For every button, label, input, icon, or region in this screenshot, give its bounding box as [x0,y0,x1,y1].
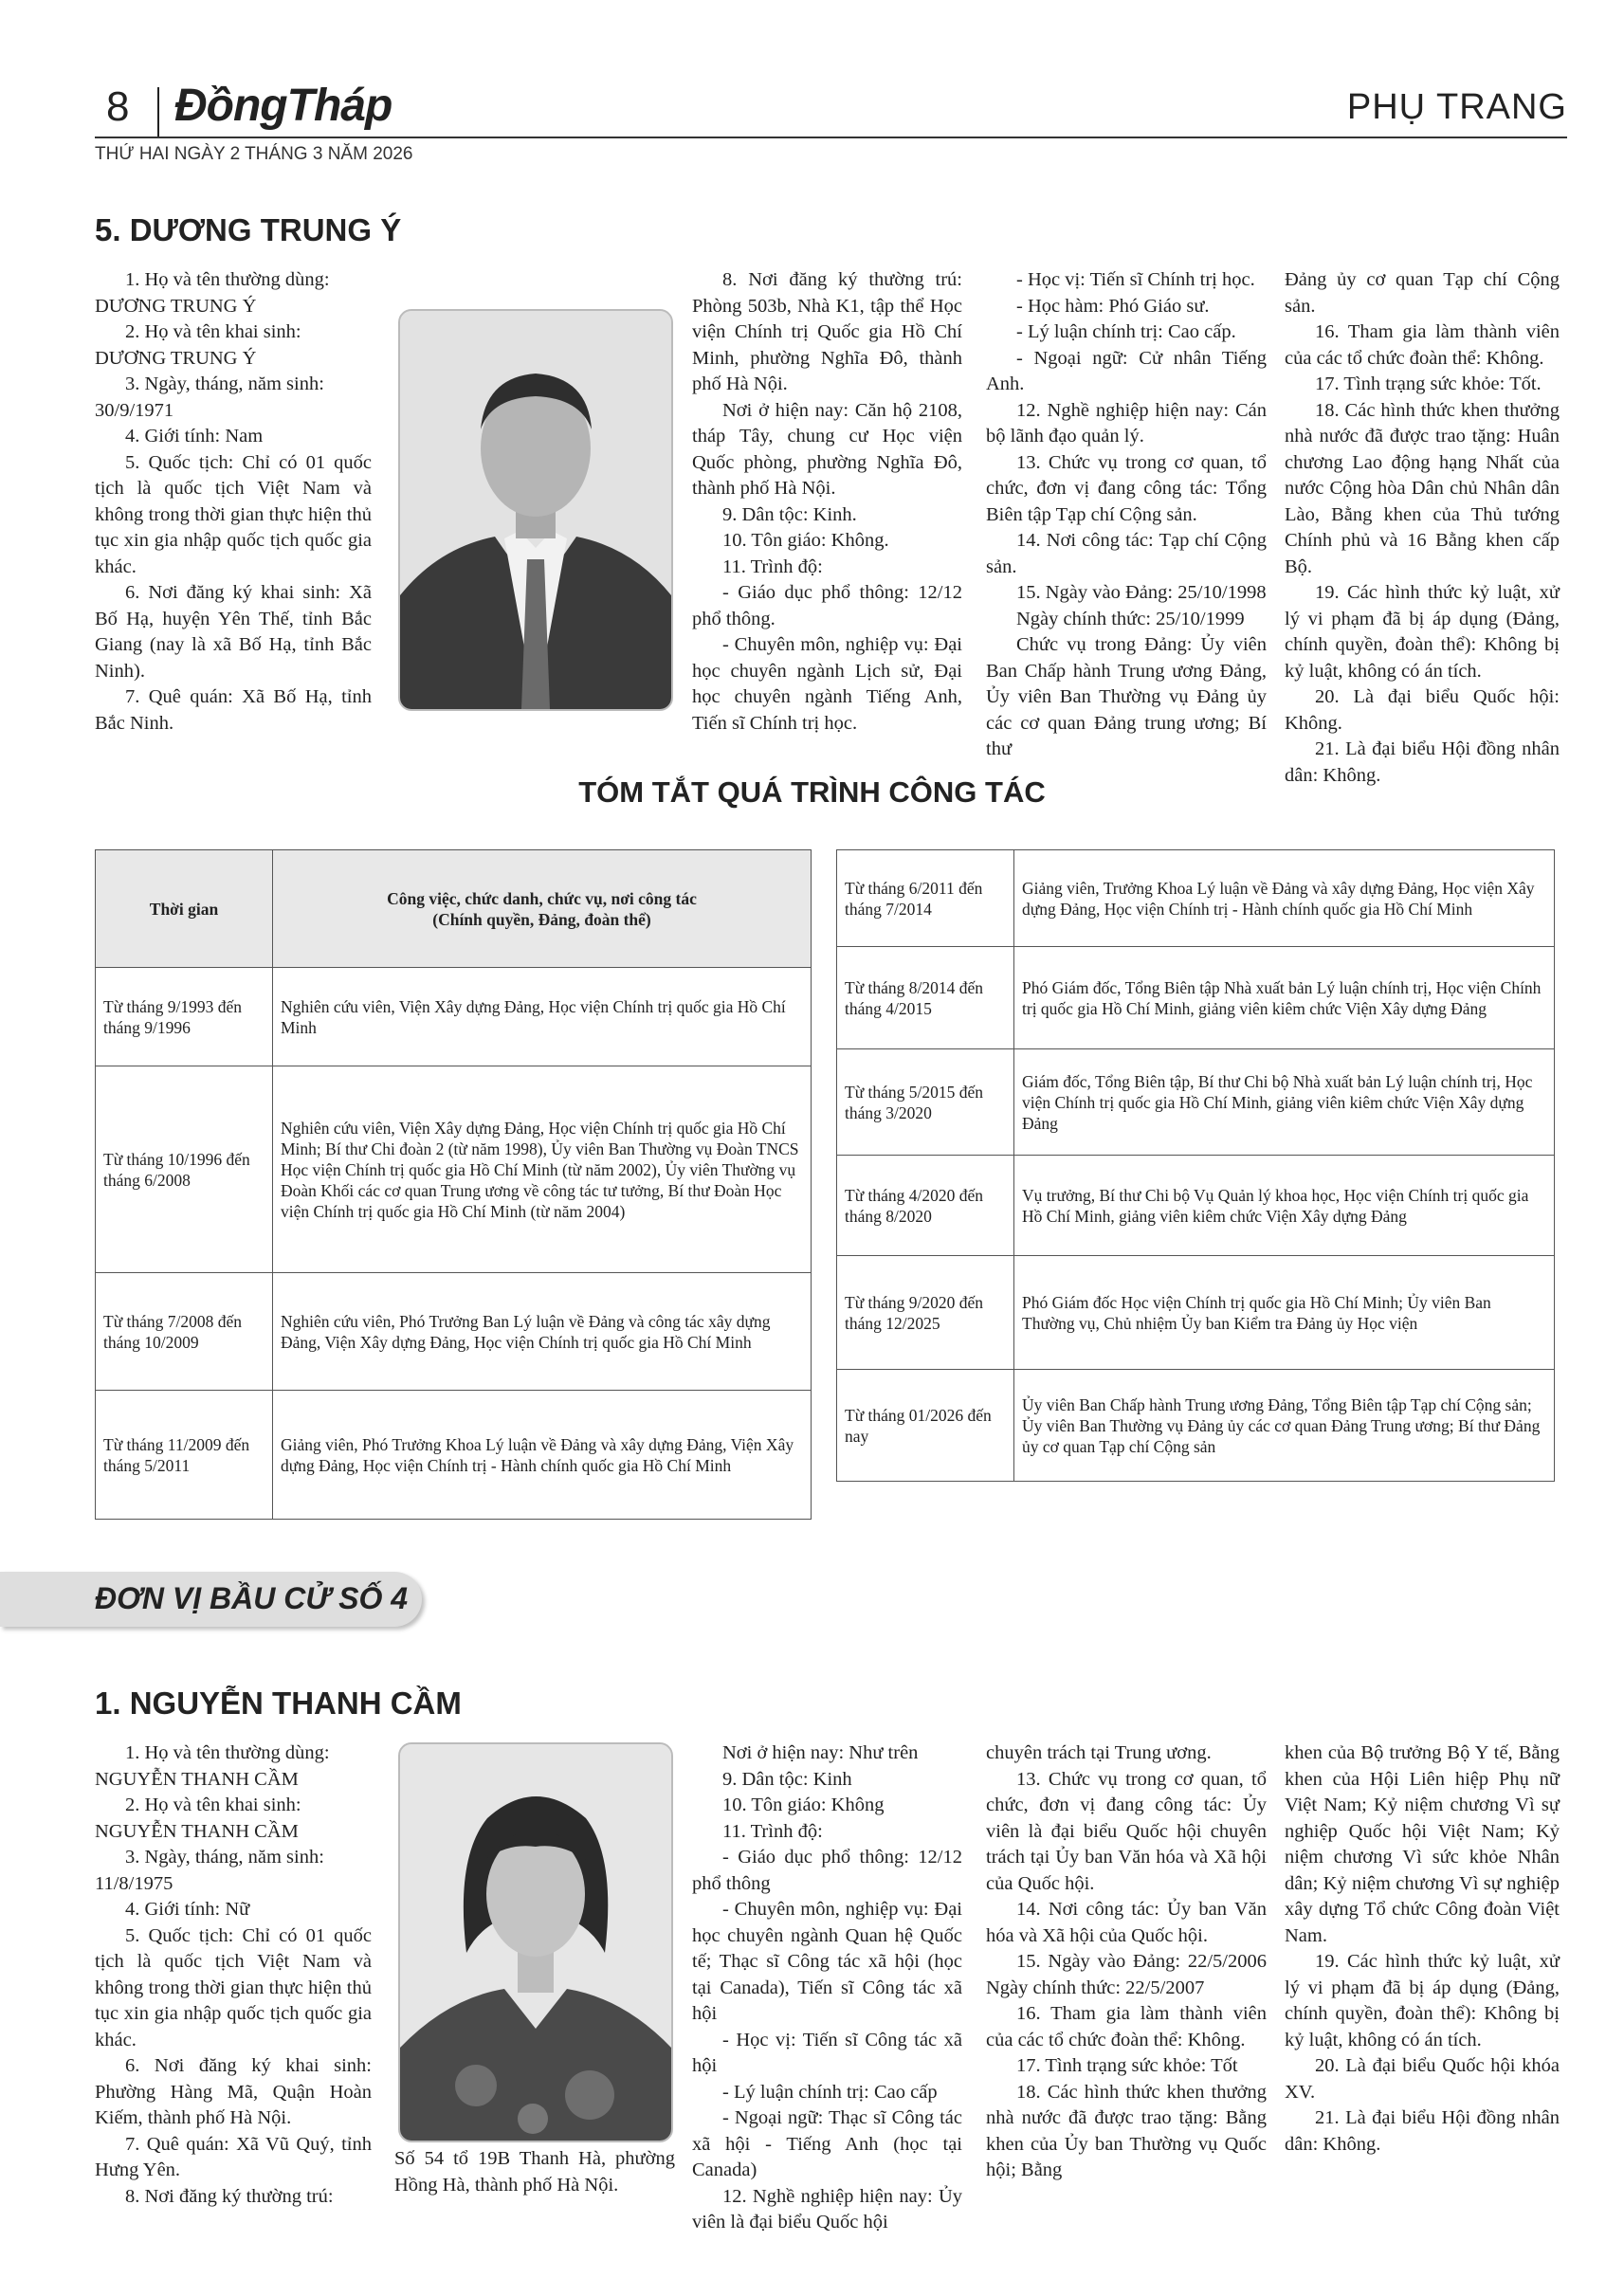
row-time: Từ tháng 10/1996 đến tháng 6/2008 [96,1066,273,1273]
bio-line: 12. Nghề nghiệp hiện nay: Cán bộ lãnh đạo quản lý. [986,399,1267,446]
bio-line: - Chuyên môn, nghiệp vụ: Đại học chuyên ngành Lịch sử, Đại học chuyên ngành Tiếng Anh, Tiến sĩ Chính trị học. [692,634,962,734]
bio-line: 11. Trình độ: [722,1820,823,1842]
table-row [96,1391,812,1520]
header-rule [95,137,1567,138]
bio-line: 14. Nơi công tác: Ủy ban Văn hóa và Xã hội của Quốc hội. [986,1899,1267,1946]
bio-line: Ngày chính thức: 25/10/1999 [1016,608,1245,629]
bio-line: 15. Ngày vào Đảng: 25/10/1998 [1016,582,1267,603]
bio-line: 11/8/1975 [95,1872,173,1894]
row-time: Từ tháng 6/2011 đến tháng 7/2014 [837,850,1014,947]
row-time: Từ tháng 9/2020 đến tháng 12/2025 [837,1256,1014,1370]
bio-line: Chức vụ trong Đảng: Ủy viên Ban Chấp hành Trung ương Đảng, Ủy viên Ban Thường vụ Đảng ủy các cơ quan Đảng trung ương; Bí thư [986,634,1267,759]
table-row [837,1370,1555,1482]
bio-line: 20. Là đại biểu Quốc hội khóa XV. [1285,2055,1560,2103]
bio-line: 3. Ngày, tháng, năm sinh: [125,374,324,394]
bio-line: 2. Họ và tên khai sinh: [125,1795,301,1815]
row-job: Giảng viên, Trưởng Khoa Lý luận về Đảng và xây dựng Đảng, Học viện Xây dựng Đảng, Học viện Chính trị - Hành chính quốc gia Hồ Chí Minh [1014,850,1555,947]
bio-line: 18. Các hình thức khen thưởng nhà nước đã được trao tặng: Bằng khen của Ủy ban Thường vụ Quốc hội; Bằng [986,2081,1267,2180]
bio-line: 1. Họ và tên thường dùng: [125,1742,330,1763]
issue-date: THỨ HAI NGÀY 2 THÁNG 3 NĂM 2026 [95,144,413,164]
bio-line: 13. Chức vụ trong cơ quan, tổ chức, đơn vị đang công tác: Tổng Biên tập Tạp chí Cộng sản. [986,451,1267,525]
header-time: Thời gian [96,850,273,968]
work-table-left [95,849,812,1520]
newspaper-logo[interactable]: ĐồngTháp [174,81,392,131]
row-job: Ủy viên Ban Chấp hành Trung ương Đảng, Tổng Biên tập Tạp chí Cộng sản; Ủy viên Ban Thường vụ Đảng ủy các cơ quan Đảng Trung ương; Bí thư Đảng ủy cơ quan Tạp chí Cộng sản [1014,1370,1555,1482]
bio-line: khen của Bộ trưởng Bộ Y tế, Bằng khen của Hội Liên hiệp Phụ nữ Việt Nam; Kỷ niệm chương Vì sự nghiệp Quốc hội Việt Nam; Kỷ niệm chương Vì sức khỏe Nhân dân; Kỷ niệm chương Vì sự nghiệp xây dựng Tổ chức Công đoàn Việt Nam. [1285,1742,1560,1946]
bio-line: 19. Các hình thức kỷ luật, xử lý vi phạm đã bị áp dụng (Đảng, chính quyền, đoàn thể): Không bị kỷ luật, không có án tích. [1285,582,1560,682]
bio-line: - Học hàm: Phó Giáo sư. [1016,295,1210,317]
bio-line: 15. Ngày vào Đảng: 22/5/2006 Ngày chính thức: 22/5/2007 [986,1951,1267,1998]
row-time: Từ tháng 5/2015 đến tháng 3/2020 [837,1049,1014,1156]
header-job-sublabel: (Chính quyền, Đảng, đoàn thể) [432,909,651,929]
candidate-title: 5. DƯƠNG TRUNG Ý [95,212,402,247]
bio-line: 12. Nghề nghiệp hiện nay: Ủy viên là đại biểu Quốc hội [692,2185,962,2232]
bio-line: 11. Trình độ: [722,556,823,577]
bio-line: Đảng ủy cơ quan Tạp chí Cộng sản. [1285,269,1560,317]
row-time: Từ tháng 11/2009 đến tháng 5/2011 [96,1391,273,1520]
bio-line: - Chuyên môn, nghiệp vụ: Đại học chuyên ngành Quan hệ Quốc tế; Thạc sĩ Công tác xã hội (học tại Canada), Tiến sĩ Công tác xã hội [692,1899,962,2024]
bio-line: NGUYỄN THANH CẦM [95,1820,299,1842]
bio-line: 4. Giới tính: Nam [125,426,264,446]
row-job: Phó Giám đốc, Tổng Biên tập Nhà xuất bản Lý luận chính trị, Học viện Chính trị quốc gia Hồ Chí Minh, giảng viên kiêm chức Viện Xây dựng Đảng [1014,947,1555,1049]
bio-line: 5. Quốc tịch: Chỉ có 01 quốc tịch là quốc tịch Việt Nam và không trong thời gian thực hiện thủ tục xin gia nhập quốc tịch quốc gia khác. [95,1924,372,2050]
bio-line: 10. Tôn giáo: Không. [722,530,889,551]
table-row [96,968,812,1066]
row-job: Vụ trưởng, Bí thư Chi bộ Vụ Quản lý khoa học, Học viện Chính trị quốc gia Hồ Chí Minh, giảng viên kiêm chức Viện Xây dựng Đảng [1014,1156,1555,1256]
bio-line: 5. Quốc tịch: Chỉ có 01 quốc tịch là quốc tịch Việt Nam và không trong thời gian thực hiện thủ tục xin gia nhập quốc tịch quốc gia khác. [95,451,372,577]
bio-line: 7. Quê quán: Xã Vũ Quý, tỉnh Hưng Yên. [95,2133,372,2180]
bio-line: Nơi ở hiện nay: Căn hộ 2108, tháp Tây, chung cư Học viện Quốc phòng, phường Nghĩa Đô, thành phố Hà Nội. [692,399,962,499]
bio-line: 20. Là đại biểu Quốc hội: Không. [1285,686,1560,734]
portrait-woman-icon [400,1744,671,2141]
work-table-right [836,849,1555,1482]
table-row [96,1066,812,1273]
candidate-title: 1. NGUYỄN THANH CẦM [95,1686,462,1721]
bio-line: 18. Các hình thức khen thưởng nhà nước đã được trao tặng: Huân chương Lao động hạng Nhất của nước Cộng hòa Dân chủ Nhân dân Lào, Bằng khen của Thủ tướng Chính phủ và 16 Bằng khen cấp Bộ. [1285,399,1560,577]
row-job: Nghiên cứu viên, Phó Trưởng Ban Lý luận về Đảng và công tác xây dựng Đảng, Viện Xây dựng Đảng, Học viện Chính trị quốc gia Hồ Chí Minh [273,1273,812,1391]
row-job: Giám đốc, Tổng Biên tập, Bí thư Chi bộ Nhà xuất bản Lý luận chính trị, Học viện Chính trị quốc gia Hồ Chí Minh, giảng viên kiêm chức Viện Xây dựng Đảng [1014,1049,1555,1156]
bio-line: 8. Nơi đăng ký thường trú: Phòng 503b, Nhà K1, tập thể Học viện Chính trị Quốc gia Hồ Chí Minh, phường Nghĩa Đô, thành phố Hà Nội. [692,269,962,394]
candidate-column-4 [1285,1740,1560,2158]
bio-line: - Học vị: Tiến sĩ Công tác xã hội [692,2029,962,2076]
bio-line: 14. Nơi công tác: Tạp chí Cộng sản. [986,530,1267,577]
table-row [837,1256,1555,1370]
candidate-column-1 [95,1740,372,2210]
table-row [837,947,1555,1049]
candidate-column-3 [986,1740,1267,2184]
section-title: PHỤ TRANG [1346,87,1567,127]
bio-line: 10. Tôn giáo: Không [722,1795,885,1815]
bio-line: 13. Chức vụ trong cơ quan, tổ chức, đơn vị đang công tác: Ủy viên là đại biểu Quốc hội chuyên trách tại Ủy ban Văn hóa và Xã hội của Quốc hội. [986,1768,1267,1894]
bio-line: 2. Họ và tên khai sinh: [125,321,301,342]
bio-line: Nơi ở hiện nay: Như trên [722,1742,919,1763]
photo-caption-text: Số 54 tổ 19B Thanh Hà, phường Hồng Hà, thành phố Hà Nội. [394,2148,675,2196]
table-row [837,850,1555,947]
bio-line: DƯƠNG TRUNG Ý [95,295,257,317]
row-time: Từ tháng 8/2014 đến tháng 4/2015 [837,947,1014,1049]
candidate-column-3 [986,267,1267,763]
bio-line: 7. Quê quán: Xã Bố Hạ, tỉnh Bắc Ninh. [95,686,372,734]
row-time: Từ tháng 9/1993 đến tháng 9/1996 [96,968,273,1066]
bio-line: 6. Nơi đăng ký khai sinh: Xã Bố Hạ, huyện Yên Thế, tỉnh Bắc Giang (nay là xã Bố Hạ, tỉnh Bắc Ninh). [95,582,372,682]
header-job-label: Công việc, chức danh, chức vụ, nơi công tác [387,888,697,908]
bio-line: 16. Tham gia làm thành viên của các tổ chức đoàn thể: Không. [986,2003,1267,2050]
bio-line: 17. Tình trạng sức khỏe: Tốt. [1315,374,1542,394]
bio-line: 19. Các hình thức kỷ luật, xử lý vi phạm đã bị áp dụng (Đảng, chính quyền, đoàn thể): Không bị kỷ luật, không có án tích. [1285,1951,1560,2050]
header-job [273,850,812,968]
bio-line: - Giáo dục phổ thông: 12/12 phổ thông. [692,582,962,629]
candidate-column-1 [95,267,372,737]
bio-line: DƯƠNG TRUNG Ý [95,347,257,369]
row-job: Phó Giám đốc Học viện Chính trị quốc gia Hồ Chí Minh; Ủy viên Ban Thường vụ, Chủ nhiệm Ủy ban Kiểm tra Đảng ủy Học viện [1014,1256,1555,1370]
candidate-column-2 [692,1740,962,2236]
bio-line: 3. Ngày, tháng, năm sinh: [125,1847,324,1868]
bio-line: - Ngoại ngữ: Thạc sĩ Công tác xã hội - Tiếng Anh (học tại Canada) [692,2107,962,2180]
row-job: Giảng viên, Phó Trưởng Khoa Lý luận về Đảng và xây dựng Đảng, Viện Xây dựng Đảng, Học viện Chính trị - Hành chính quốc gia Hồ Chí Minh [273,1391,812,1520]
header-divider [157,87,159,137]
bio-line: 6. Nơi đăng ký khai sinh: Phường Hàng Mã, Quận Hoàn Kiếm, thành phố Hà Nội. [95,2055,372,2128]
bio-line: 9. Dân tộc: Kinh. [722,503,857,525]
bio-line: 16. Tham gia làm thành viên của các tổ chức đoàn thể: Không. [1285,321,1560,369]
bio-line: 21. Là đại biểu Hội đồng nhân dân: Không. [1285,738,1560,786]
bio-line: - Giáo dục phổ thông: 12/12 phổ thông [692,1847,962,1894]
candidate-column-2 [692,267,962,737]
portrait-man-icon [400,311,671,709]
row-time: Từ tháng 7/2008 đến tháng 10/2009 [96,1273,273,1391]
unit-banner-label: ĐƠN VỊ BẦU CỬ SỐ 4 [95,1581,409,1615]
bio-line: 1. Họ và tên thường dùng: [125,269,330,290]
page-number: 8 [106,83,130,130]
bio-line: 17. Tình trạng sức khỏe: Tốt [1016,2055,1238,2076]
candidate-photo [398,309,673,711]
table-row [96,1273,812,1391]
photo-caption [394,2146,675,2198]
row-job: Nghiên cứu viên, Viện Xây dựng Đảng, Học viện Chính trị quốc gia Hồ Chí Minh [273,968,812,1066]
table-header-row [96,850,812,968]
table-row [837,1156,1555,1256]
bio-line: 4. Giới tính: Nữ [125,1899,250,1920]
bio-line: NGUYỄN THANH CẦM [95,1768,299,1790]
table-row [837,1049,1555,1156]
bio-line: 8. Nơi đăng ký thường trú: [125,2185,334,2207]
candidate-photo [398,1742,673,2142]
bio-line: 30/9/1971 [95,399,174,421]
row-job: Nghiên cứu viên, Viện Xây dựng Đảng, Học viện Chính trị quốc gia Hồ Chí Minh; Bí thư Chi đoàn 2 (từ năm 1998), Ủy viên Ban Thường vụ Đoàn TNCS Học viện Chính trị quốc gia Hồ Chí Minh (từ năm 2002), Ủy viên Thường vụ Đoàn Khối các cơ quan Trung ương về công tác tư tưởng, Bí thư Đoàn Học viện Chính trị quốc gia Hồ Chí Minh (từ năm 2004) [273,1066,812,1273]
work-summary-title: TÓM TẮT QUÁ TRÌNH CÔNG TÁC [578,775,1046,809]
bio-line: - Học vị: Tiến sĩ Chính trị học. [1016,269,1255,290]
bio-line: - Ngoại ngữ: Cử nhân Tiếng Anh. [986,347,1267,394]
candidate-column-4 [1285,267,1560,789]
row-time: Từ tháng 4/2020 đến tháng 8/2020 [837,1156,1014,1256]
row-time: Từ tháng 01/2026 đến nay [837,1370,1014,1482]
bio-line: 9. Dân tộc: Kinh [722,1768,852,1790]
bio-line: 21. Là đại biểu Hội đồng nhân dân: Không. [1285,2107,1560,2155]
bio-line: - Lý luận chính trị: Cao cấp. [1016,321,1236,342]
bio-line: chuyên trách tại Trung ương. [986,1742,1212,1763]
bio-line: - Lý luận chính trị: Cao cấp [722,2081,938,2103]
